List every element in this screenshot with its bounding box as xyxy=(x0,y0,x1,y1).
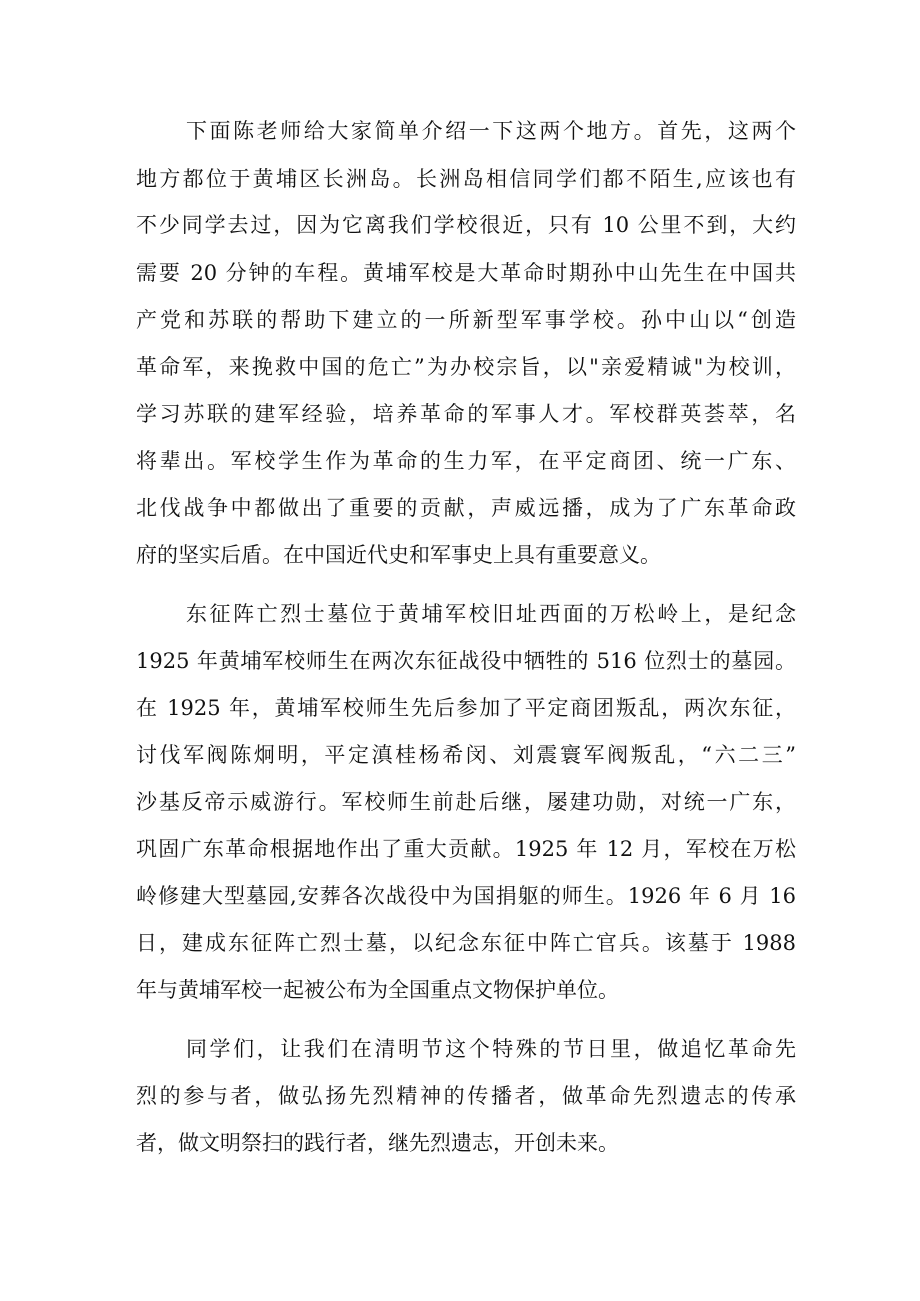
paragraph-line: 在 1925 年，黄埔军校师生先后参加了平定商团叛乱，两次东征， xyxy=(136,696,796,720)
paragraph-line: 府的坚实后盾。在中国近代史和军事史上具有重要意义。 xyxy=(136,543,661,567)
paragraph-line: 革命军，来挽救中国的危亡”为办校宗旨，以"亲爱精诚"为校训， xyxy=(136,355,796,379)
paragraph-line: 巩固广东革命根据地作出了重大贡献。1925 年 12 月，军校在万松 xyxy=(136,837,796,861)
paragraph-line: 产党和苏联的帮助下建立的一所新型军事学校。孙中山以“创造 xyxy=(136,308,796,332)
paragraph-line: 不少同学去过，因为它离我们学校很近，只有 10 公里不到，大约 xyxy=(136,213,796,237)
paragraph-line: 学习苏联的建军经验，培养革命的军事人才。军校群英荟萃，名 xyxy=(136,402,796,426)
paragraph-line: 烈的参与者，做弘扬先烈精神的传播者，做革命先烈遗志的传承 xyxy=(136,1084,796,1108)
paragraph-line: 北伐战争中都做出了重要的贡献，声威远播，成为了广东革命政 xyxy=(136,496,796,520)
paragraph-line: 沙基反帝示威游行。军校师生前赴后继，屡建功勋，对统一广东， xyxy=(136,790,796,814)
paragraph-line: 将辈出。军校学生作为革命的生力军，在平定商团、统一广东、 xyxy=(136,449,796,473)
paragraph-line: 下面陈老师给大家简单介绍一下这两个地方。首先，这两个 xyxy=(186,119,796,143)
paragraph-line: 岭修建大型墓园,安葬各次战役中为国捐躯的师生。1926 年 6 月 16 xyxy=(136,884,796,908)
paragraph-line: 讨伐军阀陈炯明，平定滇桂杨希闵、刘震寰军阀叛乱，“六二三” xyxy=(136,743,796,767)
paragraph-line: 需要 20 分钟的车程。黄埔军校是大革命时期孙中山先生在中国共 xyxy=(136,261,796,285)
paragraph-line: 日，建成东征阵亡烈士墓，以纪念东征中阵亡官兵。该墓于 1988 xyxy=(136,931,796,955)
paragraph-line: 东征阵亡烈士墓位于黄埔军校旧址西面的万松岭上，是纪念 xyxy=(186,602,796,626)
paragraph-line: 者，做文明祭扫的践行者，继先烈遗志，开创未来。 xyxy=(136,1131,619,1155)
paragraph-line: 1925 年黄埔军校师生在两次东征战役中牺牲的 516 位烈士的墓园。 xyxy=(136,649,796,673)
paragraph-line: 地方都位于黄埔区长洲岛。长洲岛相信同学们都不陌生,应该也有 xyxy=(136,167,796,191)
paragraph-line: 年与黄埔军校一起被公布为全国重点文物保护单位。 xyxy=(136,978,619,1002)
paragraph-line: 同学们，让我们在清明节这个特殊的节日里，做追忆革命先 xyxy=(186,1037,796,1061)
